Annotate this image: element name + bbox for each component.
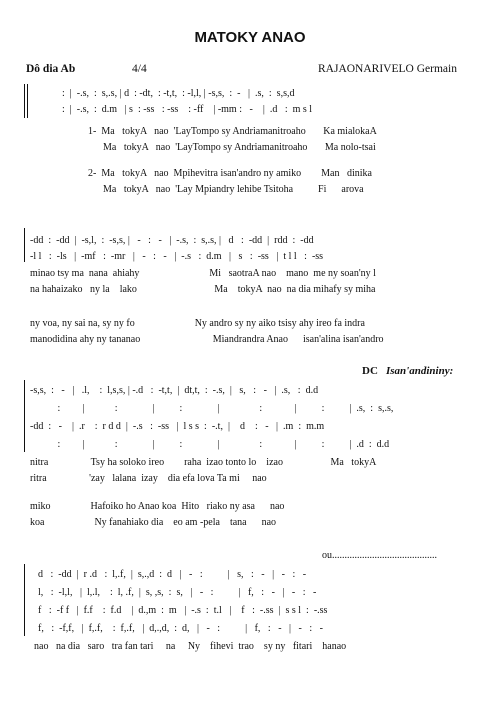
solfa-line: f, : -f,f, | f,.f, : f,.f, | d,.,d, : d, | - : | f, : - | - : -: [38, 623, 323, 634]
lyric-line: miko Hafoiko ho Anao koa Hito riako ny asa nao: [30, 501, 285, 512]
lyric-line: nao na dia saro tra fan tari na Ny fihevi trao sy ny fitari hanao: [34, 641, 347, 652]
composer: RAJAONARIVELO Germain: [318, 63, 457, 75]
solfa-line: : | : | : | : | : | .d : d.d: [30, 439, 390, 450]
dc-marker: DC: [362, 365, 378, 377]
lyric-line: nitra Tsy ha soloko ireo raha izao tonto lo izao Ma tokyA: [30, 457, 377, 468]
system-bar: [27, 84, 28, 118]
solfa-line: : | : | : | : | : | .s, : s,.s,: [30, 403, 394, 414]
solfa-line: -dd : -dd | -s,l, : -s,s, | - : - | -.s, : s,.s, | d : -dd | rdd : -dd: [30, 235, 314, 246]
lyric-line: Ma tokyA nao 'Lay Mpiandry lehibe Tsitoha Fi arova: [88, 184, 364, 195]
lyric-line: Ma tokyA nao 'LayTompo sy Andriamanitroaho Ma nolo-tsai: [88, 142, 376, 153]
solfa-line: -dd : - | .r : r d d | -.s : -ss | l s s : -.t, | d : - | .m : m.m: [30, 421, 325, 432]
solfa-line: : | -.s, : d.m | s : -ss : -ss : -ff | -mm : - | .d : m s l: [62, 104, 313, 115]
key-signature: Dô dia Ab: [26, 63, 76, 75]
solfa-line: d : -dd | r .d : l,.f, | s,.,d : d | - : | s, : - | - : -: [38, 569, 307, 580]
solfa-line: : | -.s, : s,.s, | d : -dt, : -t,t, : -l,l, | -s,s, : - | .s, : s,s,d: [62, 88, 295, 99]
page-title: MATOKY ANAO: [194, 29, 306, 46]
lyric-line: 1- Ma tokyA nao 'LayTompo sy Andriamanitroaho Ka mialokaA: [88, 126, 377, 137]
system-bar: [24, 380, 25, 452]
lyric-line: minao tsy ma nana ahiahy Mi saotraA nao mano me ny soan'ny l: [30, 268, 376, 279]
dc-instruction: Isan'andininy:: [386, 365, 454, 377]
solfa-line: f : -f f | f.f : f.d | d.,m : m | -.s : t.l | f : -.ss | s s l : -.ss: [38, 605, 328, 616]
lyric-line: ny voa, ny sai na, sy ny fo Ny andro sy ny aiko tsisy ahy ireo fa indra: [30, 318, 365, 329]
lyric-line: manodidina ahy ny tananao Miandrandra Anao isan'alina isan'andro: [30, 334, 384, 345]
lyric-line: ritra 'zay lalana izay dia efa lova Ta mi nao: [30, 473, 267, 484]
ou-label: [322, 551, 437, 561]
system-bar: [24, 564, 25, 636]
lyric-line: koa Ny fanahiako dia eo am -pela tana nao: [30, 517, 277, 528]
system-bar: [24, 228, 25, 262]
system-bar: [24, 84, 25, 118]
time-signature: 4/4: [132, 63, 147, 75]
solfa-line: l, : -l,l, | l,.l, : l, .f, | s, ,s, : s, | - : | f, : - | - : -: [38, 587, 317, 598]
solfa-line: -l l : -ls | -mf : -mr | - : - | -.s : d.m | s : -ss | t l l : -ss: [30, 251, 324, 262]
leader-dots: ..........................................: [332, 550, 437, 561]
solfa-line: -s,s, : - | .l, : l,s,s, | -.d : -t,t, | dt,t, : -.s, | s, : - | .s, : d.d: [30, 385, 319, 396]
lyric-line: 2- Ma tokyA nao Mpihevitra isan'andro ny amiko Man dinika: [88, 168, 372, 179]
ou-text: ou: [322, 550, 332, 561]
lyric-line: na hahaizako ny la lako Ma tokyA nao na dia mihafy sy miha: [30, 284, 376, 295]
